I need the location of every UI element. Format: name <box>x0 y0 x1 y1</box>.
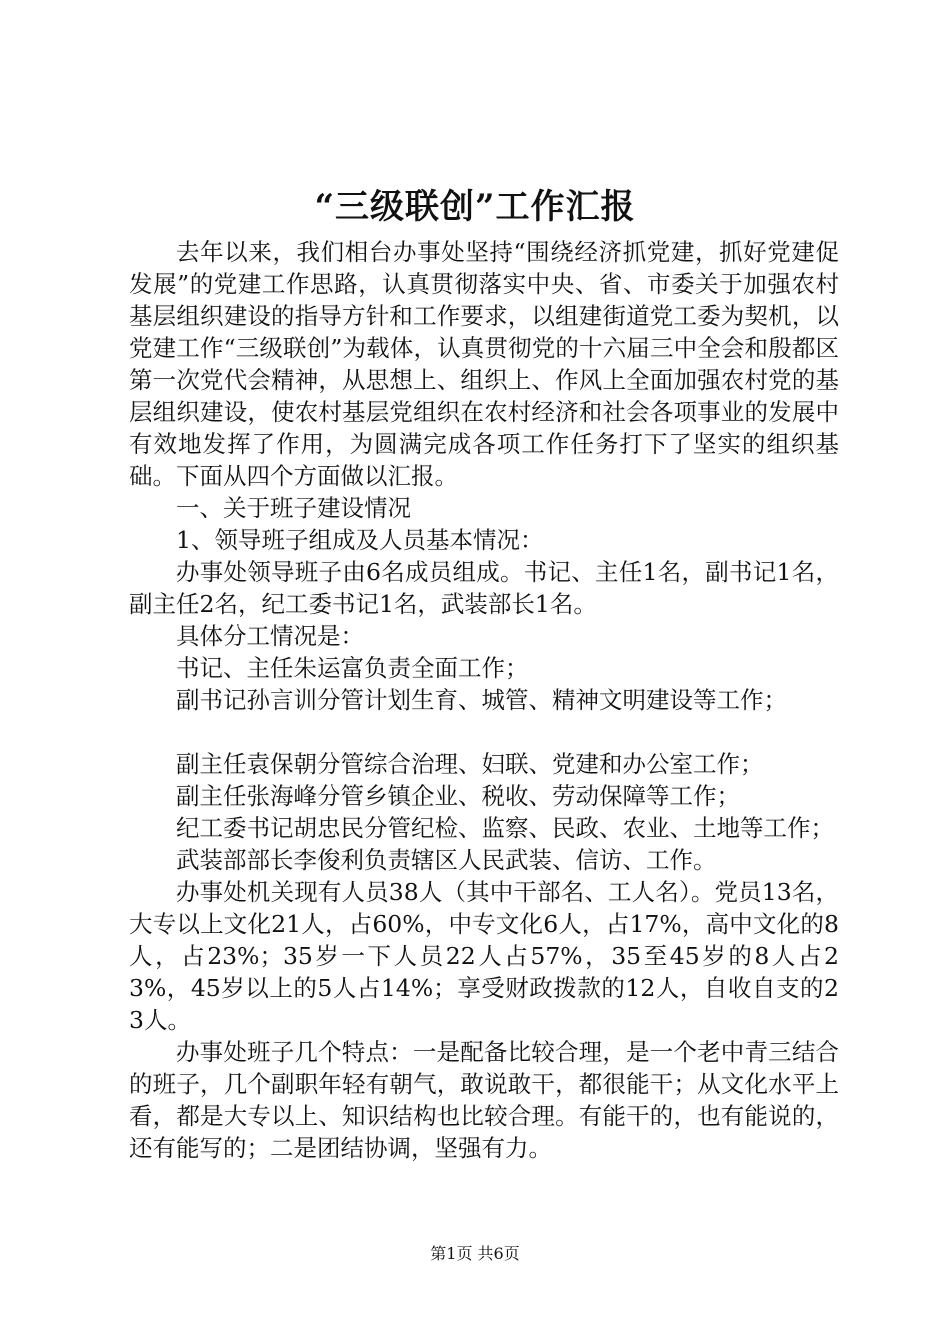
duty-item: 副主任张海峰分管乡镇企业、税收、劳动保障等工作； <box>176 782 740 810</box>
duty-item: 副主任袁保朝分管综合治理、妇联、党建和办公室工作； <box>176 750 764 778</box>
document-body <box>129 236 839 1164</box>
duty-item: 副书记孙言训分管计划生育、城管、精神文明建设等工作； <box>176 686 787 714</box>
duty-item: 武装部部长李俊利负责辖区人民武装、信访、工作。 <box>176 846 717 874</box>
subsection-heading: 1、领导班子组成及人员基本情况： <box>176 526 544 554</box>
division-of-work-heading: 具体分工情况是： <box>176 622 364 650</box>
page-footer: 第1页 共6页 <box>430 1244 520 1263</box>
team-features-paragraph: 办事处班子几个特点：一是配备比较合理，是一个老中青三结合的班子，几个副职年轻有朝气，敢说敢干，都很能干；从文化水平上看，都是大专以上、知识结构也比较合理。有能干的，也有能说的，还有能写的；二是团结协调，坚强有力。 <box>129 1038 839 1162</box>
document-title: “三级联创”工作汇报 <box>314 187 636 227</box>
leadership-composition-paragraph: 办事处领导班子由6名成员组成。书记、主任1名，副书记1名，副主任2名，纪工委书记1名，武装部长1名。 <box>129 558 839 618</box>
duty-item: 书记、主任朱运富负责全面工作； <box>176 654 529 682</box>
staff-statistics-paragraph: 办事处机关现有人员38人（其中干部名、工人名）。党员13名，大专以上文化21人，占60%，中专文化6人，占17%，高中文化的8人，占23%；35岁一下人员22人占57%，35至45岁的8人占23%，45岁以上的5人占14%；享受财政拨款的12人，自收自支的23人。 <box>129 878 839 1034</box>
duty-item: 纪工委书记胡忠民分管纪检、监察、民政、农业、土地等工作； <box>176 814 834 842</box>
intro-paragraph: 去年以来，我们相台办事处坚持“围绕经济抓党建，抓好党建促发展”的党建工作思路，认真贯彻落实中央、省、市委关于加强农村基层组织建设的指导方针和工作要求，以组建街道党工委为契机，以党建工作“三级联创”为载体，认真贯彻党的十六届三中全会和殷都区第一次党代会精神，从思想上、组织上、作风上全面加强农村党的基层组织建设，使农村基层党组织在农村经济和社会各项事业的发展中有效地发挥了作用，为圆满完成各项工作任务打下了坚实的组织基础。下面从四个方面做以汇报。 <box>129 238 839 490</box>
section-heading: 一、关于班子建设情况 <box>176 494 411 522</box>
